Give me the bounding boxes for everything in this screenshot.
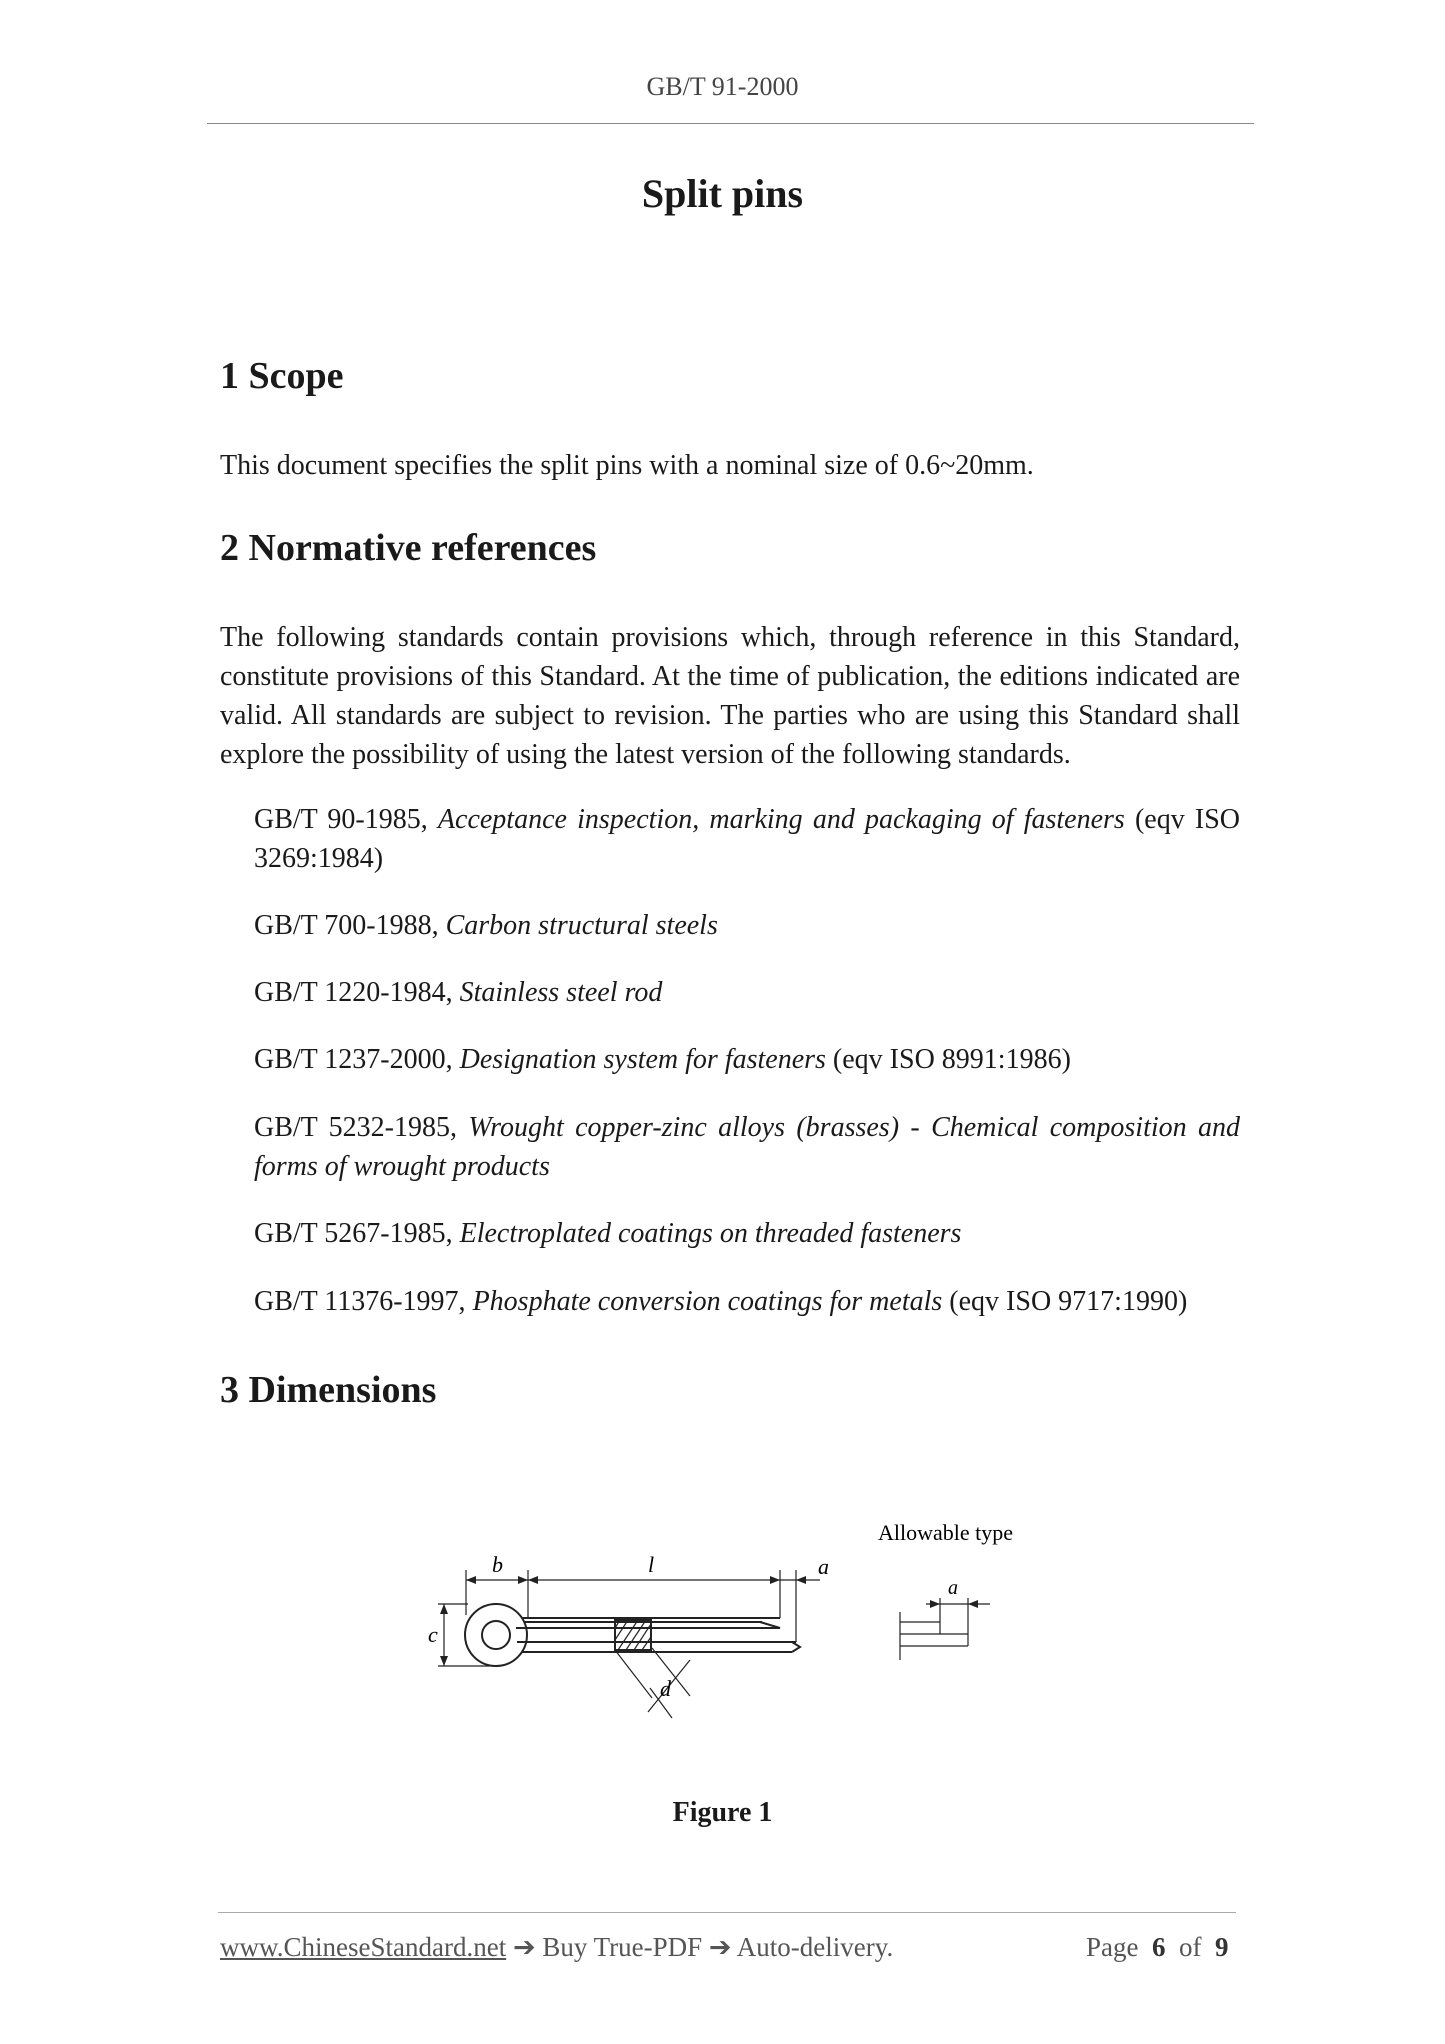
page-current: 6 bbox=[1151, 1932, 1166, 1962]
section-heading-scope: 1 Scope bbox=[220, 355, 344, 397]
pin-eye-outer bbox=[465, 1604, 527, 1666]
of-label: of bbox=[1178, 1932, 1202, 1962]
reference-title: Stainless steel rod bbox=[459, 977, 663, 1008]
reference-item bbox=[254, 1108, 1240, 1186]
reference-title: Designation system for fasteners bbox=[459, 1044, 826, 1075]
running-header: GB/T 91-2000 bbox=[646, 72, 799, 101]
dimension-label-d: d bbox=[660, 1676, 671, 1701]
reference-item bbox=[254, 973, 1240, 1012]
dimension-label-b: b bbox=[492, 1552, 503, 1577]
auto-delivery-text: Auto-delivery. bbox=[736, 1932, 894, 1962]
reference-code: GB/T 700-1988, bbox=[254, 910, 439, 941]
allowable-type-label: Allowable type bbox=[878, 1520, 1014, 1545]
dimension-label-a-allowable: a bbox=[948, 1577, 958, 1599]
dimension-label-l: l bbox=[648, 1552, 655, 1577]
reference-code: GB/T 90-1985, bbox=[254, 804, 428, 835]
reference-item bbox=[254, 1214, 1240, 1253]
reference-code: GB/T 11376-1997, bbox=[254, 1286, 466, 1317]
page-indicator bbox=[1086, 1932, 1228, 1963]
reference-title: Wrought copper-zinc alloys (brasses) - Chemical composition and forms of wrought products bbox=[254, 1112, 1240, 1182]
scope-paragraph: This document specifies the split pins with a nominal size of 0.6~20mm. bbox=[220, 450, 1034, 481]
page-total: 9 bbox=[1214, 1932, 1229, 1962]
arrow-right-icon: ➔ bbox=[512, 1932, 536, 1962]
split-pin-figure bbox=[420, 1500, 1040, 1730]
footer-divider bbox=[218, 1912, 1236, 1913]
reference-item bbox=[254, 1040, 1240, 1079]
reference-code: GB/T 5232-1985, bbox=[254, 1112, 457, 1143]
reference-note: (eqv ISO 3269:1984) bbox=[254, 804, 1240, 874]
footer-left bbox=[220, 1932, 893, 1963]
reference-note: (eqv ISO 8991:1986) bbox=[832, 1044, 1071, 1075]
reference-item bbox=[254, 800, 1240, 878]
reference-code: GB/T 1237-2000, bbox=[254, 1044, 453, 1075]
header-divider bbox=[207, 123, 1254, 124]
reference-title: Electroplated coatings on threaded fasteners bbox=[459, 1218, 962, 1249]
page-label: Page bbox=[1086, 1932, 1139, 1962]
reference-title: Acceptance inspection, marking and packaging of fasteners bbox=[437, 804, 1125, 835]
document-title: Split pins bbox=[641, 171, 804, 216]
reference-item bbox=[254, 1282, 1240, 1321]
normative-references-paragraph: The following standards contain provisions which, through reference in this Standard, constitute provisions of this Standard. At the time of publication, the editions indicated are valid. All standards are subject to revision. The parties who are using this Standard shall explore the possibility of using the latest version of the following standards. bbox=[220, 622, 1240, 770]
section-heading-normative-references: 2 Normative references bbox=[220, 527, 597, 569]
reference-item bbox=[254, 906, 1240, 945]
arrow-right-icon: ➔ bbox=[708, 1932, 732, 1962]
site-link[interactable]: www.ChineseStandard.net bbox=[220, 1932, 507, 1962]
buy-pdf-text: Buy True-PDF bbox=[542, 1932, 703, 1962]
dimension-label-a: a bbox=[818, 1554, 829, 1579]
section-heading-dimensions: 3 Dimensions bbox=[220, 1369, 437, 1411]
reference-title: Carbon structural steels bbox=[445, 910, 718, 941]
reference-note: (eqv ISO 9717:1990) bbox=[949, 1286, 1188, 1317]
figure-caption: Figure 1 bbox=[672, 1797, 773, 1828]
pin-eye-inner bbox=[482, 1621, 510, 1649]
reference-code: GB/T 5267-1985, bbox=[254, 1218, 453, 1249]
reference-title: Phosphate conversion coatings for metals bbox=[472, 1286, 943, 1317]
dimension-label-c: c bbox=[428, 1622, 438, 1647]
reference-code: GB/T 1220-1984, bbox=[254, 977, 453, 1008]
